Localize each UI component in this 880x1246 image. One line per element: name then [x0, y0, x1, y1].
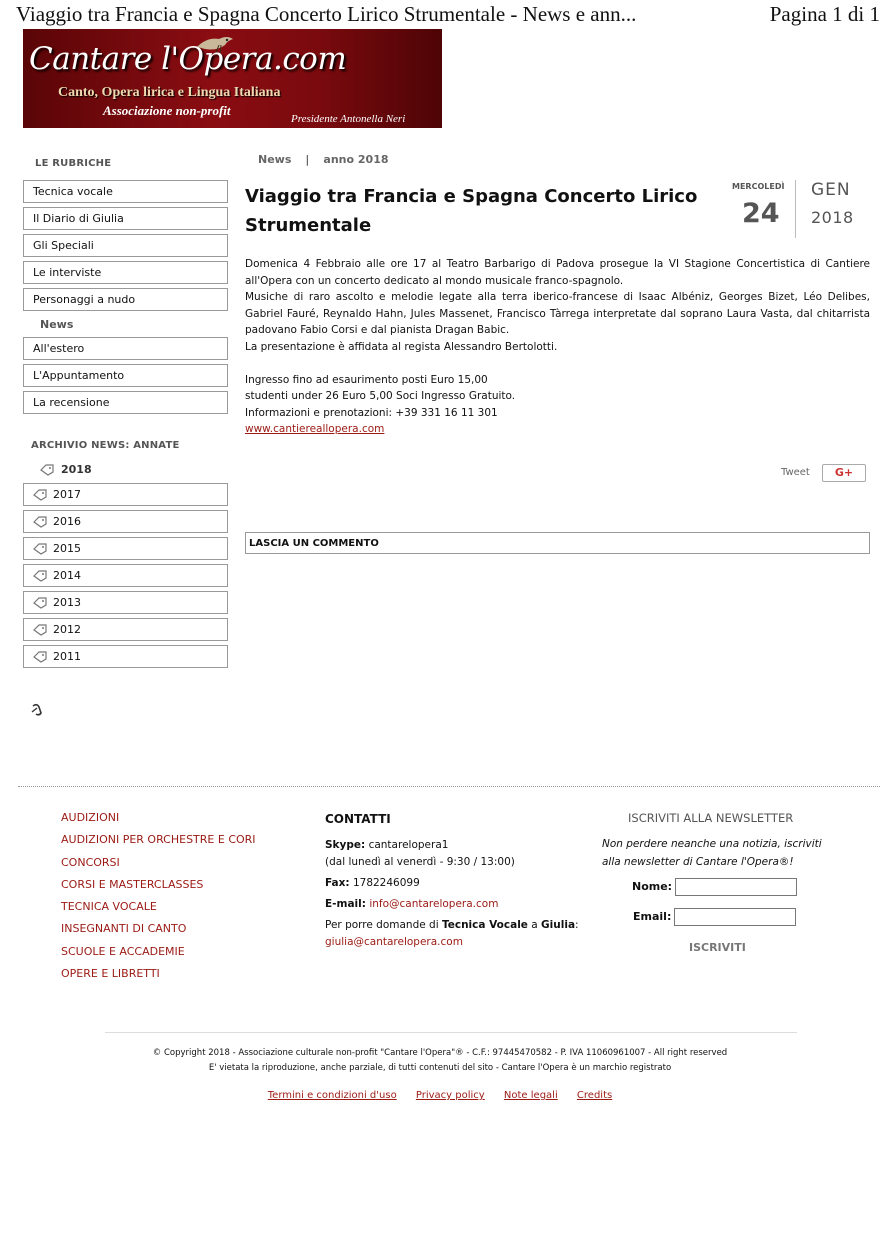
date-month: GEN — [811, 180, 851, 200]
newsletter-name-input[interactable] — [675, 878, 797, 896]
footer-link-audizioni-orchestre[interactable]: AUDIZIONI PER ORCHESTRE E CORI — [61, 833, 256, 847]
archive-year-label: 2015 — [53, 542, 81, 555]
newsletter-email-label: Email: — [633, 910, 672, 923]
footer-link-audizioni[interactable]: AUDIZIONI — [61, 811, 120, 824]
tag-icon — [33, 516, 47, 528]
archive-year-label: 2018 — [61, 463, 92, 476]
tag-icon — [33, 651, 47, 663]
archive-year-2015[interactable] — [23, 537, 228, 560]
sidebar-item-news-active[interactable]: News — [40, 318, 74, 331]
footer-link-scuole[interactable]: SCUOLE E ACCADEMIE — [61, 944, 185, 958]
credits-link[interactable]: Credits — [576, 1090, 613, 1101]
logo-president: Presidente Antonella Neri — [291, 113, 406, 125]
article-paragraph: Musiche di raro ascolto e melodie legate alla terra iberico-francese di Isaac Albéniz, Georges Bizet, Léo Delibes, Gabriel Fauré, Reynaldo Hahn, Jules Massenet, Francisco Tàrrega interpretate dal soprano Laura Vasta, dal chitarrista padovano Fabio Corsi e dal pianista Dragan Babic. — [245, 291, 870, 336]
footer-link-tecnica-vocale[interactable]: TECNICA VOCALE — [61, 900, 157, 914]
copyright-divider — [105, 1032, 797, 1033]
article-body — [245, 256, 870, 438]
copyright-line-2: E' vietata la riproduzione, anche parziale, di tutti contenuti del sito - Cantare l'Opera è un marchio registrato — [208, 1063, 672, 1073]
archive-year-current[interactable] — [23, 459, 228, 482]
date-day: 24 — [742, 198, 780, 229]
tweet-button[interactable]: Tweet — [781, 467, 810, 478]
newsletter-email-input[interactable] — [674, 908, 796, 926]
tag-icon — [33, 543, 47, 555]
sidebar-heading-rubriche: LE RUBRICHE — [35, 158, 112, 169]
skype-value: cantarelopera1 — [365, 839, 449, 851]
newsletter-title: ISCRIVITI ALLA NEWSLETTER — [628, 811, 794, 825]
archive-year-label: 2017 — [53, 488, 81, 501]
contacts-title: CONTATTI — [325, 812, 391, 826]
terms-link[interactable]: Termini e condizioni d'uso — [267, 1090, 397, 1101]
print-header-title: Viaggio tra Francia e Spagna Concerto Lirico Strumentale - News e ann... — [16, 2, 637, 26]
site-logo[interactable] — [23, 29, 442, 128]
article-info-line: Informazioni e prenotazioni: +39 331 16 11 301 — [245, 406, 498, 419]
footer-link-insegnanti[interactable]: INSEGNANTI DI CANTO — [61, 922, 187, 936]
footer-link-opere[interactable]: OPERE E LIBRETTI — [61, 967, 160, 981]
footer-link-corsi[interactable]: CORSI E MASTERCLASSES — [61, 877, 204, 891]
skype-label: Skype: — [325, 839, 366, 851]
print-header — [0, 2, 880, 30]
tag-icon — [33, 597, 47, 609]
logo-nonprofit: Associazione non-profit — [103, 103, 231, 118]
archive-year-label: 2011 — [53, 650, 81, 663]
article-paragraph: Domenica 4 Febbraio alle ore 17 al Teatro Barbarigo di Padova prosegue la VI Stagione Concertistica di Cantiere all'Opera con un concerto dedicato al mondo musicale franco-spagnolo. — [245, 258, 870, 287]
print-header-page: Pagina 1 di 1 — [769, 2, 880, 26]
google-plus-button[interactable]: G+ — [822, 464, 866, 482]
tag-icon — [33, 489, 47, 501]
email-label: E-mail: — [325, 898, 366, 910]
archive-year-label: 2013 — [53, 596, 81, 609]
sidebar-item-estero[interactable]: All'estero — [23, 337, 228, 360]
sidebar-item-diario-giulia[interactable]: Il Diario di Giulia — [23, 207, 228, 230]
date-divider — [795, 180, 796, 238]
archive-year-2017[interactable] — [23, 483, 228, 506]
sidebar-item-appuntamento[interactable]: L'Appuntamento — [23, 364, 228, 387]
giulia-colon: : — [575, 919, 579, 931]
giulia-email-link[interactable]: giulia@cantarelopera.com — [325, 936, 463, 948]
logo-subtitle: Canto, Opera lirica e Lingua Italiana — [58, 85, 281, 100]
breadcrumb-separator: | — [305, 153, 310, 166]
footer-links — [61, 811, 256, 989]
privacy-link[interactable]: Privacy policy — [415, 1090, 485, 1101]
archive-year-2011[interactable] — [23, 645, 228, 668]
giulia-mid: a — [527, 919, 542, 931]
newsletter-name-label: Nome: — [632, 880, 673, 893]
article-date — [720, 178, 870, 238]
sidebar-item-speciali[interactable]: Gli Speciali — [23, 234, 228, 257]
article-website-link[interactable]: www.cantiereallopera.com — [245, 423, 385, 435]
date-weekday: MERCOLEDÌ — [732, 182, 785, 191]
archive-year-2016[interactable] — [23, 510, 228, 533]
breadcrumb-year[interactable]: anno 2018 — [323, 153, 389, 166]
breadcrumb-news[interactable]: News — [258, 153, 292, 166]
footer-divider — [18, 786, 880, 787]
sidebar-item-interviste[interactable]: Le interviste — [23, 261, 228, 284]
tag-icon — [33, 624, 47, 636]
archive-year-label: 2016 — [53, 515, 81, 528]
sidebar-item-tecnica-vocale[interactable]: Tecnica vocale — [23, 180, 228, 203]
email-link[interactable]: info@cantarelopera.com — [369, 898, 499, 910]
sidebar-item-recensione[interactable]: La recensione — [23, 391, 228, 414]
tag-icon — [40, 464, 54, 476]
footer-link-concorsi[interactable]: CONCORSI — [61, 855, 120, 869]
tag-icon — [33, 570, 47, 582]
article-paragraph: La presentazione è affidata al regista Alessandro Bertolotti. — [245, 340, 558, 353]
newsletter-subscribe-button[interactable]: ISCRIVITI — [689, 941, 746, 954]
newsletter-text: Non perdere neanche una notizia, iscriviti alla newsletter di Cantare l'Opera®! — [602, 838, 822, 868]
archive-year-label: 2014 — [53, 569, 81, 582]
copyright-line-1: © Copyright 2018 - Associazione culturale non-profit "Cantare l'Opera"® - C.F.: 97445470582 - P. IVA 11060961007 - All right reserved — [152, 1048, 728, 1058]
giulia-name: Giulia — [541, 919, 576, 931]
archive-year-2014[interactable] — [23, 564, 228, 587]
article-info-line: studenti under 26 Euro 5,00 Soci Ingresso Gratuito. — [245, 390, 516, 402]
leave-comment-box[interactable]: LASCIA UN COMMENTO — [245, 532, 870, 554]
giulia-bold-topic: Tecnica Vocale — [441, 919, 528, 931]
skype-hours: (dal lunedì al venerdì - 9:30 / 13:00) — [325, 856, 515, 868]
legal-links — [0, 1090, 880, 1101]
fax-value: 1782246099 — [349, 877, 420, 889]
archive-year-label: 2012 — [53, 623, 81, 636]
archive-year-2013[interactable] — [23, 591, 228, 614]
legal-notes-link[interactable]: Note legali — [503, 1090, 558, 1101]
fax-label: Fax: — [325, 877, 350, 889]
sidebar-heading-archivio: ARCHIVIO NEWS: ANNATE — [31, 440, 180, 451]
logo-main: Cantare l'Opera.com — [29, 41, 347, 77]
breadcrumb — [258, 153, 389, 166]
archive-year-2012[interactable] — [23, 618, 228, 641]
date-year: 2018 — [811, 208, 854, 227]
article-title: Viaggio tra Francia e Spagna Concerto Lirico Strumentale — [245, 186, 698, 236]
sidebar-item-personaggi[interactable]: Personaggi a nudo — [23, 288, 228, 311]
giulia-text: Per porre domande di — [325, 919, 442, 931]
article-info-line: Ingresso fino ad esaurimento posti Euro 15,00 — [245, 373, 488, 386]
broken-link-icon — [30, 703, 44, 717]
footer-contacts — [325, 811, 579, 951]
